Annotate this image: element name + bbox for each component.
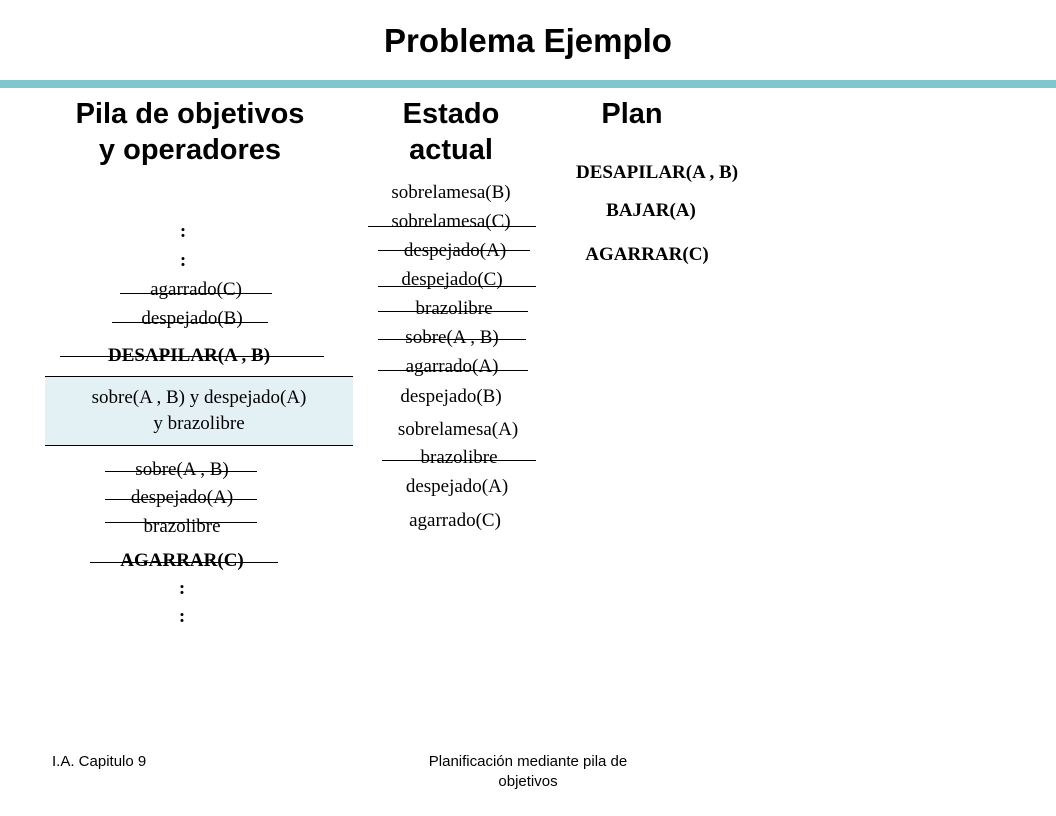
state-header-line2: actual xyxy=(409,134,493,166)
stack-header xyxy=(76,96,305,168)
strikethrough-line xyxy=(378,370,528,371)
state-header-line1: Estado xyxy=(402,98,500,130)
state-item: agarrado(C) xyxy=(409,510,501,531)
state-item: agarrado(A) xyxy=(405,356,499,377)
footer-topic-line2: objetivos xyxy=(498,773,558,790)
stack-header-line1: Pila de objetivos xyxy=(75,98,305,130)
plan-step: AGARRAR(C) xyxy=(585,244,709,265)
state-item: brazolibre xyxy=(420,447,498,468)
slide-title: Problema Ejemplo xyxy=(384,22,672,59)
footer-topic-line1: Planificación mediante pila de xyxy=(428,753,628,770)
state-header xyxy=(403,96,500,168)
state-item: brazolibre xyxy=(415,298,493,319)
stack-item-agarrado-c: agarrado(C) xyxy=(150,279,242,300)
stack-operator-desapilar: DESAPILAR(A , B) xyxy=(107,345,271,366)
strikethrough-line xyxy=(105,471,257,472)
plan-step: BAJAR(A) xyxy=(606,200,696,221)
current-goal-text xyxy=(45,385,353,437)
state-item: sobrelamesa(B) xyxy=(391,182,511,203)
state-item: despejado(A) xyxy=(405,476,509,497)
strikethrough-line xyxy=(378,311,528,312)
stack-operator-agarrar: AGARRAR(C) xyxy=(120,550,244,571)
stack-item-despejado-b: despejado(B) xyxy=(141,308,243,329)
state-item: despejado(A) xyxy=(403,240,507,261)
strikethrough-line xyxy=(112,322,268,323)
stack-header-line2: y operadores xyxy=(98,134,282,166)
stack-dots-bottom-2: : xyxy=(178,606,186,627)
title-divider-bar xyxy=(0,80,1056,88)
stack-dots-top-1: : xyxy=(179,221,187,242)
plan-step: DESAPILAR(A , B) xyxy=(575,162,739,183)
strikethrough-line xyxy=(378,286,536,287)
strikethrough-line xyxy=(60,356,324,357)
strikethrough-line xyxy=(368,226,536,227)
strikethrough-line xyxy=(90,562,278,563)
strikethrough-line xyxy=(378,250,530,251)
state-item: sobrelamesa(C) xyxy=(391,211,511,232)
stack-item-brazolibre: brazolibre xyxy=(143,516,221,537)
stack-item-sobre-ab: sobre(A , B) xyxy=(135,459,229,480)
stack-dots-bottom-1: : xyxy=(178,578,186,599)
state-item: sobre(A , B) xyxy=(405,327,499,348)
strikethrough-line xyxy=(378,339,526,340)
current-goal-line1: sobre(A , B) y despejado(A) xyxy=(91,387,307,408)
strikethrough-line xyxy=(105,522,257,523)
current-goal-line2: y brazolibre xyxy=(153,413,245,434)
strikethrough-line xyxy=(382,460,536,461)
state-item: despejado(C) xyxy=(401,269,503,290)
stack-dots-top-2: : xyxy=(179,250,187,271)
footer-topic xyxy=(429,752,627,792)
stack-item-despejado-a: despejado(A) xyxy=(130,487,234,508)
state-item: despejado(B) xyxy=(400,386,502,407)
plan-header: Plan xyxy=(601,98,663,130)
footer-chapter: I.A. Capitulo 9 xyxy=(52,753,147,770)
strikethrough-line xyxy=(120,293,272,294)
current-goal-box xyxy=(45,376,353,446)
state-item: sobrelamesa(A) xyxy=(397,419,519,440)
strikethrough-line xyxy=(105,499,257,500)
